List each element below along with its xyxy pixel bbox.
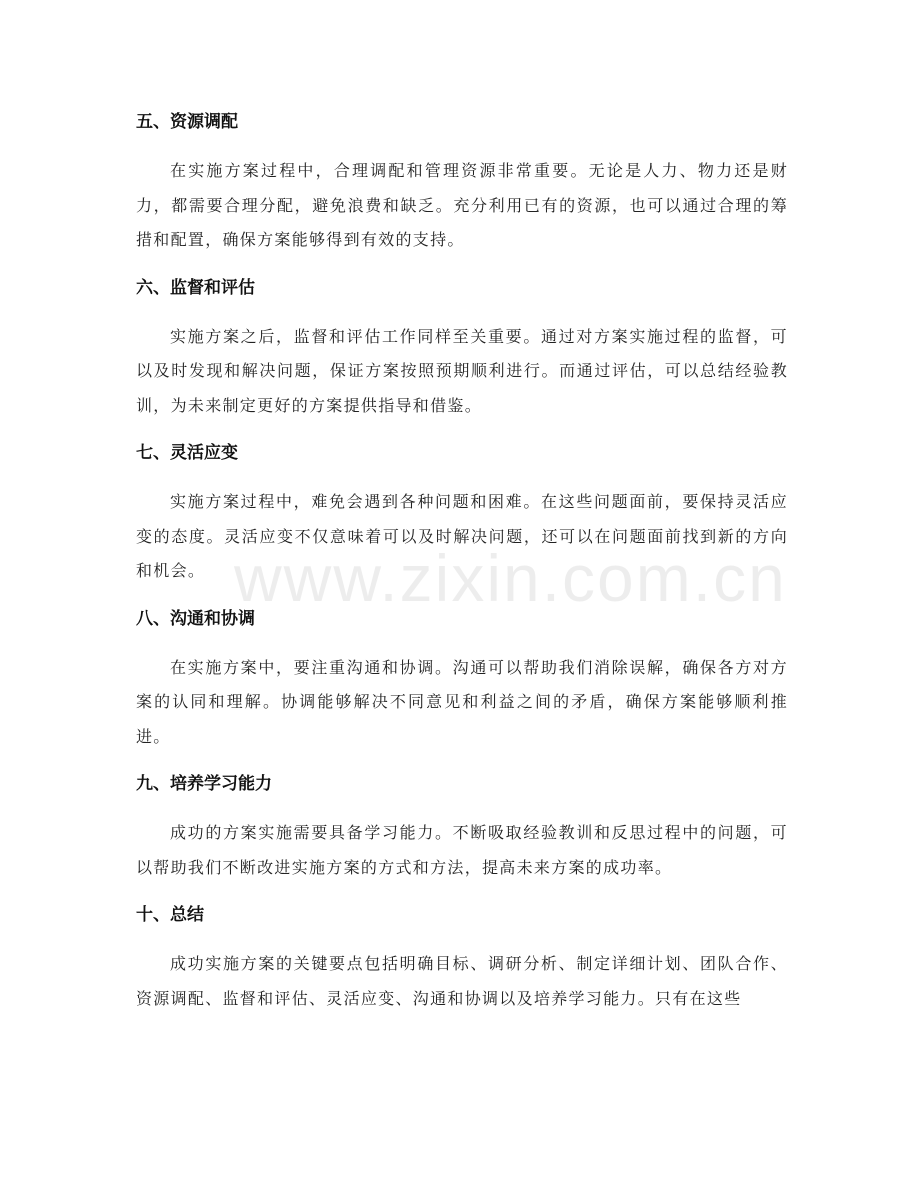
watermark: www.zixin.com.cn bbox=[234, 541, 787, 615]
section-paragraph: 在实施方案中，要注重沟通和协调。沟通可以帮助我们消除误解，确保各方对方案的认同和理解。协调能够解决不同意见和利益之间的矛盾，确保方案能够顺利推进。 bbox=[136, 657, 788, 746]
section-paragraph: 成功的方案实施需要具备学习能力。不断吸取经验教训和反思过程中的问题，可以帮助我们不断改进实施方案的方式和方法，提高未来方案的成功率。 bbox=[136, 823, 788, 877]
section-paragraph: 实施方案之后，监督和评估工作同样至关重要。通过对方案实施过程的监督，可以及时发现和解决问题，保证方案按照预期顺利进行。而通过评估，可以总结经验教训，为未来制定更好的方案提供指导和借鉴。 bbox=[136, 326, 788, 415]
section-heading: 十、总结 bbox=[136, 905, 204, 925]
section-resource-allocation bbox=[136, 104, 788, 258]
section-paragraph: 成功实施方案的关键要点包括明确目标、调研分析、制定详细计划、团队合作、资源调配、监督和评估、灵活应变、沟通和协调以及培养学习能力。只有在这些 bbox=[136, 954, 788, 1008]
section-heading: 七、灵活应变 bbox=[136, 443, 238, 463]
section-paragraph: 在实施方案过程中，合理调配和管理资源非常重要。无论是人力、物力还是财力，都需要合理分配，避免浪费和缺乏。充分利用已有的资源，也可以通过合理的筹措和配置，确保方案能够得到有效的支持。 bbox=[136, 161, 788, 249]
section-learning bbox=[136, 766, 788, 885]
section-heading: 九、培养学习能力 bbox=[136, 774, 272, 794]
section-heading: 六、监督和评估 bbox=[136, 277, 255, 298]
section-heading: 八、沟通和协调 bbox=[136, 608, 255, 629]
section-heading: 五、资源调配 bbox=[136, 112, 238, 132]
section-paragraph: 实施方案过程中，难免会遇到各种问题和困难。在这些问题面前，要保持灵活应变的态度。灵活应变不仅意味着可以及时解决问题，还可以在问题面前找到新的方向和机会。 bbox=[136, 492, 788, 580]
section-communication bbox=[136, 601, 788, 755]
section-supervision-evaluation bbox=[136, 270, 788, 424]
section-summary bbox=[136, 897, 788, 1016]
